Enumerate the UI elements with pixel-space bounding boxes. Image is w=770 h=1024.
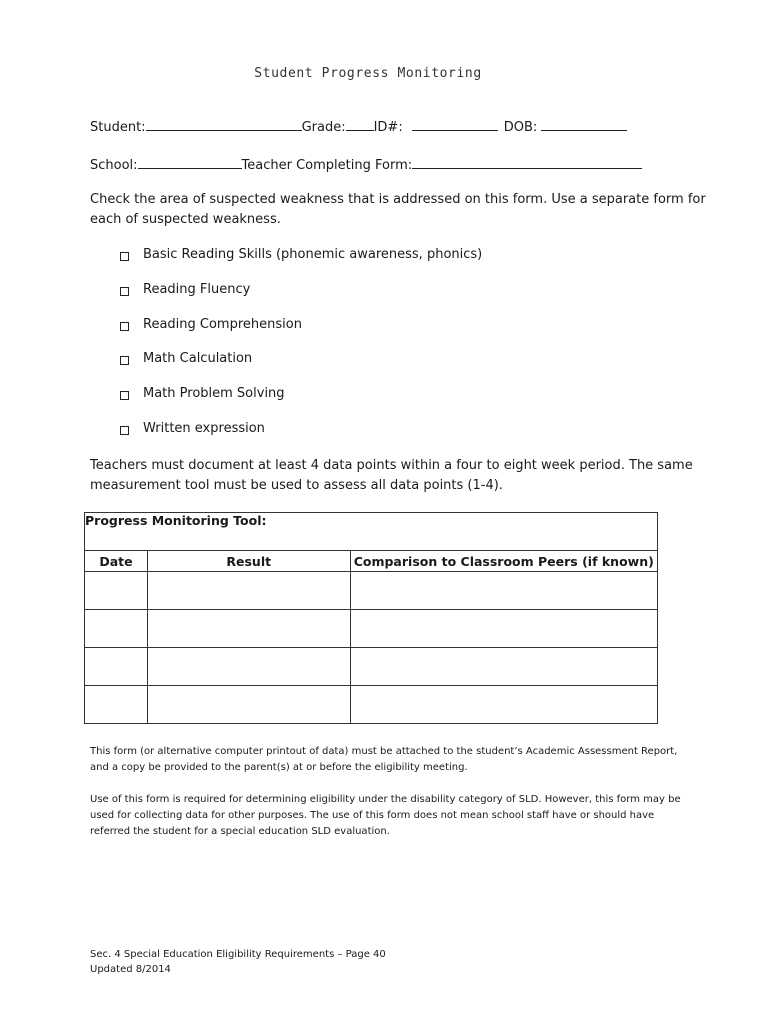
- comparison-cell[interactable]: [350, 648, 657, 686]
- checklist-item[interactable]: [120, 351, 482, 386]
- checklist-item[interactable]: [120, 282, 482, 317]
- header-comparison: Comparison to Classroom Peers (if known): [350, 551, 657, 572]
- checkbox[interactable]: [120, 356, 129, 365]
- result-cell[interactable]: [147, 648, 350, 686]
- header-result: Result: [147, 551, 350, 572]
- dob-field[interactable]: [541, 116, 627, 131]
- date-cell[interactable]: [85, 572, 148, 610]
- checklist-label: Reading Fluency: [143, 281, 251, 297]
- student-name-field[interactable]: [146, 116, 302, 131]
- checklist-label: Math Problem Solving: [143, 386, 285, 402]
- form-title: Student Progress Monitoring: [254, 66, 482, 81]
- checklist-label: Basic Reading Skills (phonemic awareness, phonics): [143, 247, 483, 262]
- tool-label: Progress Monitoring Tool:: [85, 513, 267, 528]
- grade-field[interactable]: [346, 116, 374, 131]
- progress-table: [84, 512, 658, 724]
- table-row: [85, 648, 658, 686]
- grade-label: Grade:: [301, 120, 346, 135]
- teacher-field[interactable]: [412, 154, 642, 169]
- result-cell[interactable]: [147, 686, 350, 724]
- requirement-text: Teachers must document at least 4 data points within a four to eight week period. The same measurement tool must be used to assess all data points (1-4).: [90, 458, 693, 493]
- checklist-label: Written expression: [143, 420, 265, 436]
- checklist-item[interactable]: [120, 386, 482, 421]
- table-row: [85, 610, 658, 648]
- footer-section: Sec. 4 Special Education Eligibility Requirements – Page 40: [90, 949, 386, 960]
- checklist-label: Math Calculation: [143, 351, 253, 367]
- instruction-text: Check the area of suspected weakness that is addressed on this form. Use a separate form for each of suspected weakness.: [90, 192, 706, 227]
- date-cell[interactable]: [85, 610, 148, 648]
- checklist-item[interactable]: [120, 421, 482, 456]
- page-footer: [90, 947, 386, 977]
- date-cell[interactable]: [85, 686, 148, 724]
- table-row: [85, 572, 658, 610]
- header-date: Date: [85, 551, 148, 572]
- weakness-checklist: [120, 247, 482, 456]
- date-cell[interactable]: [85, 648, 148, 686]
- checklist-item[interactable]: [120, 247, 482, 282]
- checkbox[interactable]: [120, 322, 129, 331]
- table-row: [85, 686, 658, 724]
- student-label: Student:: [90, 120, 146, 135]
- checkbox[interactable]: [120, 252, 129, 261]
- tool-cell[interactable]: [85, 513, 658, 551]
- checkbox[interactable]: [120, 391, 129, 400]
- comparison-cell[interactable]: [350, 610, 657, 648]
- id-field[interactable]: [412, 116, 498, 131]
- result-cell[interactable]: [147, 572, 350, 610]
- footer-updated: Updated 8/2014: [90, 964, 171, 975]
- checkbox[interactable]: [120, 287, 129, 296]
- student-info-row: [90, 116, 627, 135]
- school-field[interactable]: [138, 154, 242, 169]
- school-info-row: [90, 154, 642, 173]
- id-label: ID#:: [373, 120, 403, 135]
- teacher-label: Teacher Completing Form:: [241, 158, 413, 173]
- result-cell[interactable]: [147, 610, 350, 648]
- attachment-note: This form (or alternative computer printout of data) must be attached to the student’s Academic Assessment Report, and a copy be provided to the parent(s) at or before the eligibility meeting.: [90, 746, 678, 773]
- checkbox[interactable]: [120, 426, 129, 435]
- checklist-item[interactable]: [120, 317, 482, 352]
- dob-label: DOB:: [503, 120, 538, 135]
- checklist-label: Reading Comprehension: [143, 316, 302, 332]
- comparison-cell[interactable]: [350, 572, 657, 610]
- eligibility-note: Use of this form is required for determining eligibility under the disability category of SLD. However, this form may be used for collecting data for other purposes. The use of this form does not mean school staff have or should have referred the student for a special education SLD evaluation.: [90, 794, 681, 837]
- school-label: School:: [90, 158, 138, 173]
- comparison-cell[interactable]: [350, 686, 657, 724]
